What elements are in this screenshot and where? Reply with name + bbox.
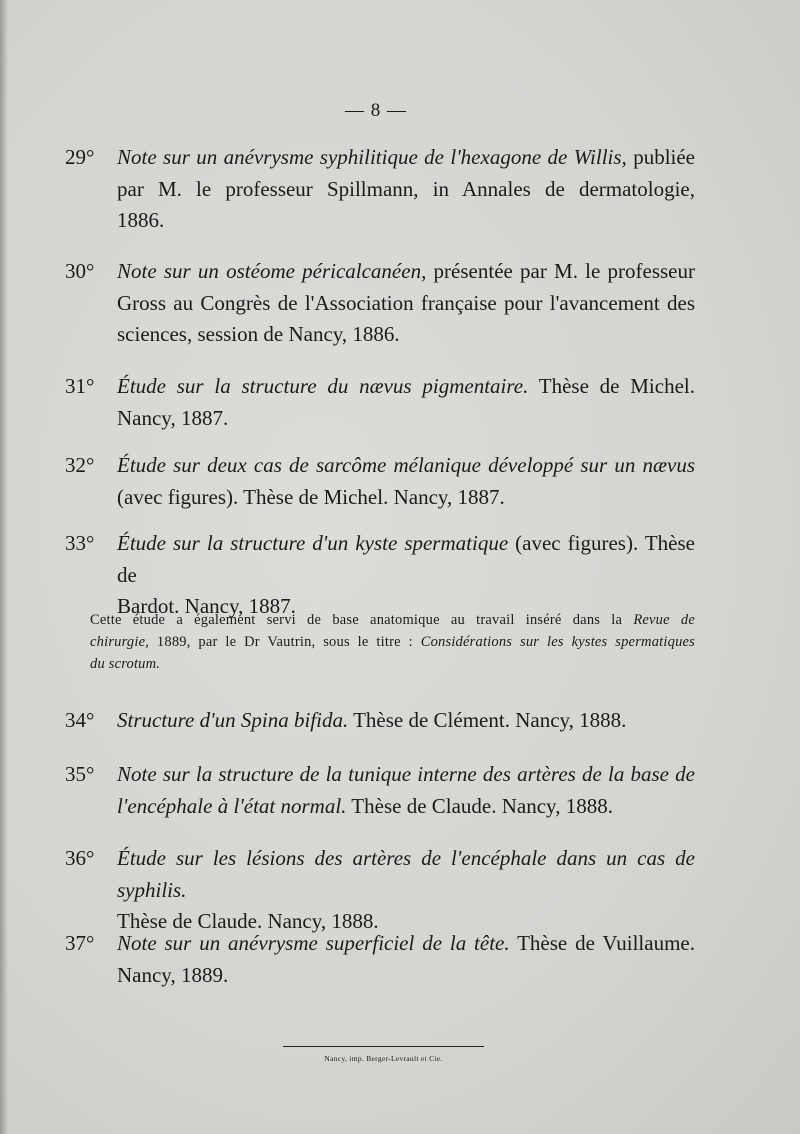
entry-line: Bardot. Nancy, 1887.	[117, 594, 296, 618]
printer-imprint: Nancy, imp. Berger-Levrault et Cie.	[324, 1054, 443, 1063]
entry-line: Note sur la structure de la tunique interne des artères de la base de	[117, 762, 695, 786]
entry-line: Structure d'un Spina bifida. Thèse de Clément. Nancy, 1888.	[117, 708, 627, 732]
entry-line: 1886.	[117, 208, 165, 232]
note-line: du scrotum.	[90, 656, 161, 672]
entry-number: 35°	[65, 762, 95, 786]
entry-number: 32°	[65, 453, 95, 477]
entry-number: 36°	[65, 846, 95, 870]
list-item	[65, 142, 695, 237]
entry-line: (avec figures). Thèse de Michel. Nancy, 1887.	[117, 484, 505, 509]
list-item	[65, 705, 695, 737]
entry-line: Étude sur la structure d'un kyste spermatique (avec figures). Thèse de	[117, 531, 695, 587]
list-item	[65, 759, 695, 822]
entry-line: par M. le professeur Spillmann, in Annales de dermatologie,	[117, 176, 695, 201]
list-item	[65, 928, 695, 991]
entry-line: Note sur un anévrysme syphilitique de l'hexagone de Willis, publiée	[117, 145, 695, 169]
entry-number: 37°	[65, 931, 95, 955]
entry-number: 30°	[65, 259, 95, 283]
entry-number: 31°	[65, 374, 95, 398]
entry-line: sciences, session de Nancy, 1886.	[117, 322, 400, 346]
entry-line: Étude sur deux cas de sarcôme mélanique développé sur un nævus	[117, 453, 695, 477]
list-item	[65, 843, 695, 938]
entry-line: Nancy, 1889.	[117, 962, 229, 987]
footnote-paragraph	[90, 609, 695, 675]
list-item	[65, 371, 695, 434]
entry-line: Note sur un anévrysme superficiel de la tête. Thèse de Vuillaume.	[117, 931, 695, 955]
entry-line: Nancy, 1887.	[117, 405, 229, 430]
entry-number: 34°	[65, 708, 95, 732]
entry-number: 33°	[65, 531, 95, 555]
entry-line: Thèse de Claude. Nancy, 1888.	[117, 909, 379, 933]
list-item	[65, 256, 695, 351]
note-line: chirurgie, 1889, par le Dr Vautrin, sous le titre : Considérations sur les kystes spermatiques	[90, 634, 695, 650]
page-number: — 8 —	[345, 100, 407, 121]
list-item	[65, 450, 695, 513]
entry-line: Étude sur la structure du nævus pigmentaire. Thèse de Michel.	[117, 374, 695, 398]
entry-line: l'encéphale à l'état normal. Thèse de Claude. Nancy, 1888.	[117, 793, 613, 818]
entry-number: 29°	[65, 145, 95, 169]
note-line: Cette étude a également servi de base anatomique au travail inséré dans la Revue de	[90, 612, 696, 628]
entry-line: Note sur un ostéome péricalcanéen, présentée par M. le professeur	[117, 259, 695, 283]
imprint-rule	[283, 1046, 484, 1047]
entry-line: Étude sur les lésions des artères de l'encéphale dans un cas de syphilis.	[117, 846, 695, 902]
entry-line: Gross au Congrès de l'Association française pour l'avancement des	[117, 290, 695, 315]
